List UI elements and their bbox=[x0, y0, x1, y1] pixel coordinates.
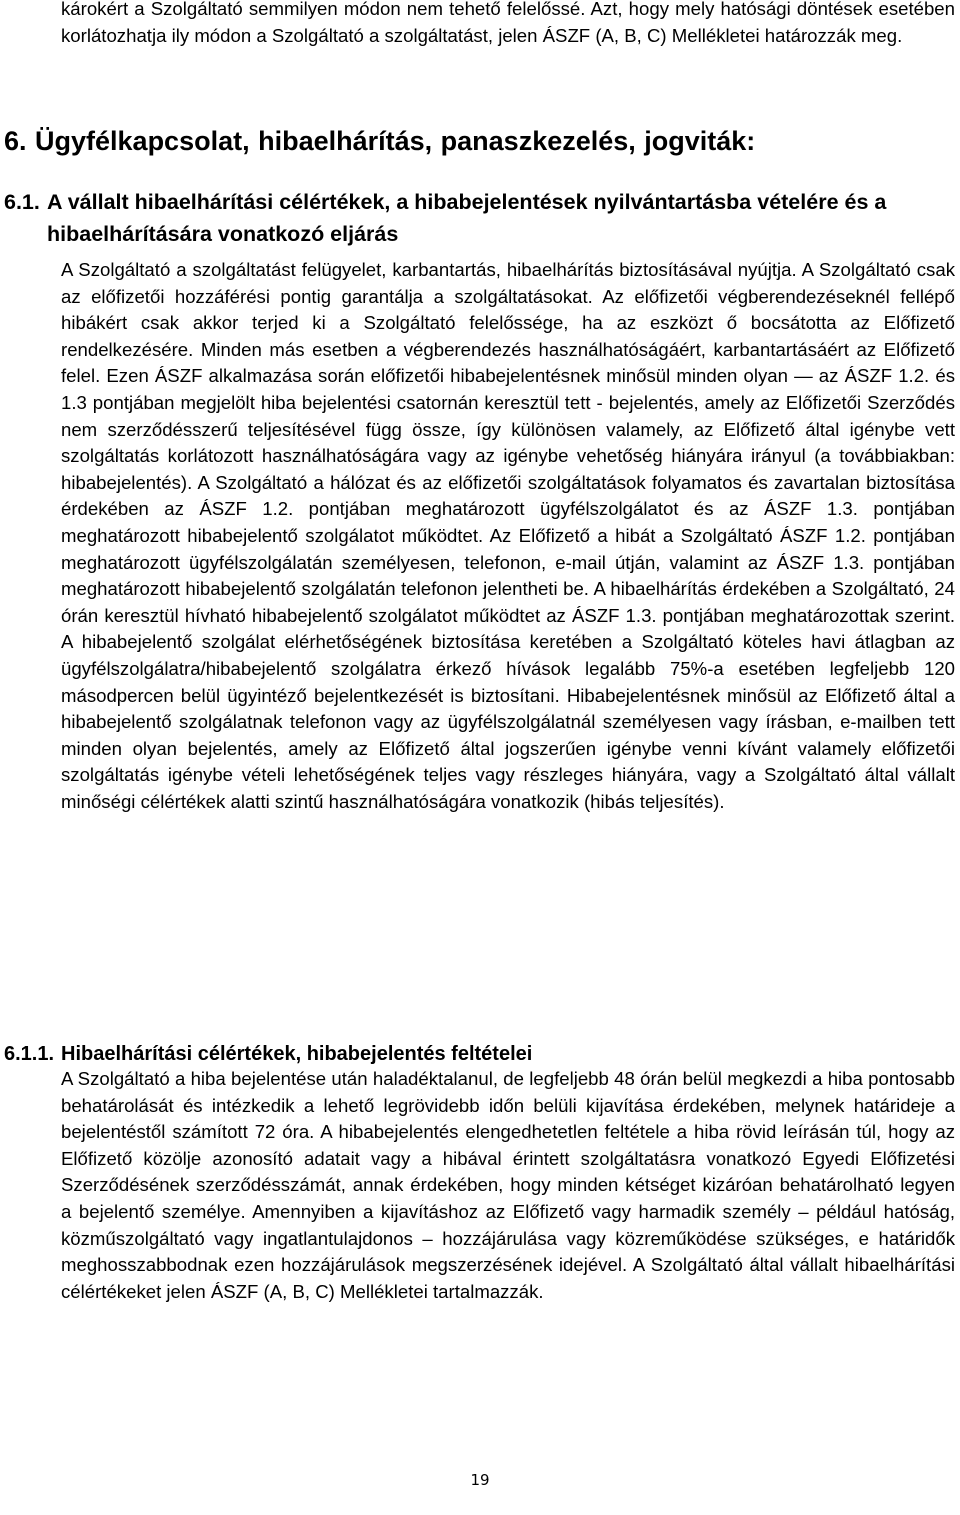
section-6-1-1-number: 6.1.1. bbox=[4, 1043, 55, 1065]
section-6-1-1-title: Hibaelhárítási célértékek, hibabejelentés feltételei bbox=[61, 1043, 533, 1065]
section-6-heading: 6. Ügyfélkapcsolat, hibaelhárítás, panaszkezelés, jogviták: bbox=[4, 126, 756, 156]
section-6-1-number: 6.1. bbox=[4, 190, 40, 214]
section-6-1-1-body: A Szolgáltató a hiba bejelentése után haladéktalanul, de legfeljebb 48 órán belül megkezdi a hiba pontosabb behatárolását és intézkedik a lehető legrövidebb időn belüli kijavítása érdekében, melynek határideje a bejelentéstől számított 72 óra. A hibabejelentés elengedhetetlen feltétele a hiba rövid leírásán túl, hogy az Előfizető közölje azonosító adatait vagy a hibával érintett szolgáltatásra vonatkozó Egyedi Előfizetési Szerződésének szerződésszámát, annak érdekében, hogy minden kétséget kizáróan behatárolható legyen a bejelentő személye. Amennyiben a kijavításhoz az Előfizető vagy harmadik személy – például hatóság, közműszolgáltató vagy ingatlantulajdonos – hozzájárulása vagy közreműködése szükséges, e határidők meghosszabbodnak ezen hozzájárulások megszerzésének idejével. A Szolgáltató által vállalt hibaelhárítási célértékeket jelen ÁSZF (A, B, C) Mellékletei tartalmazzák. bbox=[61, 1068, 955, 1302]
section-6-1-1-heading bbox=[4, 1040, 532, 1068]
section-6-1-title: A vállalt hibaelhárítási célértékek, a hibabejelentések nyilvántartásba vételére és a hibaelhárítására vonatkozó eljárás bbox=[47, 190, 887, 246]
section-6-1-heading bbox=[4, 186, 958, 250]
section-6-1-body: A Szolgáltató a szolgáltatást felügyelet, karbantartás, hibaelhárítás biztosításával nyújtja. A Szolgáltató csak az előfizetői hozzáférési pontig garantálja a szolgáltatásokat. Az előfizetői végberendezéseknél fellépő hibákért csak akkor terjed ki a Szolgáltató felelőssége, ha az eszközt ő bocsátotta az Előfizető rendelkezésére. Minden más esetben a végberendezés használhatóságáért, karbantartásáért az Előfizető felel. Ezen ÁSZF alkalmazása során előfizetői hibabejelentésnek minősül minden olyan — az ÁSZF 1.2. és 1.3 pontjában megjelölt hiba bejelentési csatornán keresztül tett - bejelentés, amely az Előfizetői Szerződés nem szerződésszerű teljesítésével függ össze, így különösen valamely, az Előfizető által igénybe vett szolgáltatás korlátozott használhatóságára vagy az igénybe vehetőség hiányára irányul (a továbbiakban: hibabejelentés). A Szolgáltató a hálózat és az előfizetői szolgáltatások folyamatos és zavartalan biztosítása érdekében az ÁSZF 1.2. pontjában meghatározott ügyfélszolgálatot és az ÁSZF 1.3. pontjában meghatározott hibabejelentő szolgálatot működtet. Az Előfizető a hibát a Szolgáltató ÁSZF 1.2. pontjában meghatározott ügyfélszolgálatán személyesen, telefonon, e-mail útján, valamint az ÁSZF 1.3. pontjában meghatározott hibabejelentő szolgálatán telefonon jelentheti be. A hibaelhárítás érdekében a Szolgáltató, 24 órán keresztül hívható hibabejelentő szolgálatot működtet az ÁSZF 1.3. pontjában meghatározottak szerint. A hibabejelentő szolgálat elérhetőségének biztosítása keretében a Szolgáltató köteles havi átlagban az ügyfélszolgálatra/hibabejelentő szolgálatra érkező hívások legalább 75%-a esetében legfeljebb 120 másodpercen belül ügyintéző bejelentkezését is biztosítani. Hibabejelentésnek minősül az Előfizető által a hibabejelentő szolgálatnak telefonon vagy az ügyfélszolgálatnál személyesen vagy írásban, e-mailben tett minden olyan bejelentés, amely az Előfizető által jogszerűen igénybe venni kívánt valamely előfizetői szolgáltatás igénybe vételi lehetőségének teljes vagy részleges hiányára, vagy a Szolgáltató által vállalt minőségi célértékek alatti szintű használhatóságára vonatkozik (hibás teljesítés). bbox=[61, 259, 955, 812]
page-number: 19 bbox=[470, 1471, 490, 1489]
intro-paragraph: károkért a Szolgáltató semmilyen módon nem tehető felelőssé. Azt, hogy mely hatósági döntések esetében korlátozhatja ily módon a Szolgáltató a szolgáltatást, jelen ÁSZF (A, B, C) Mellékletei határozzák meg. bbox=[61, 0, 955, 46]
